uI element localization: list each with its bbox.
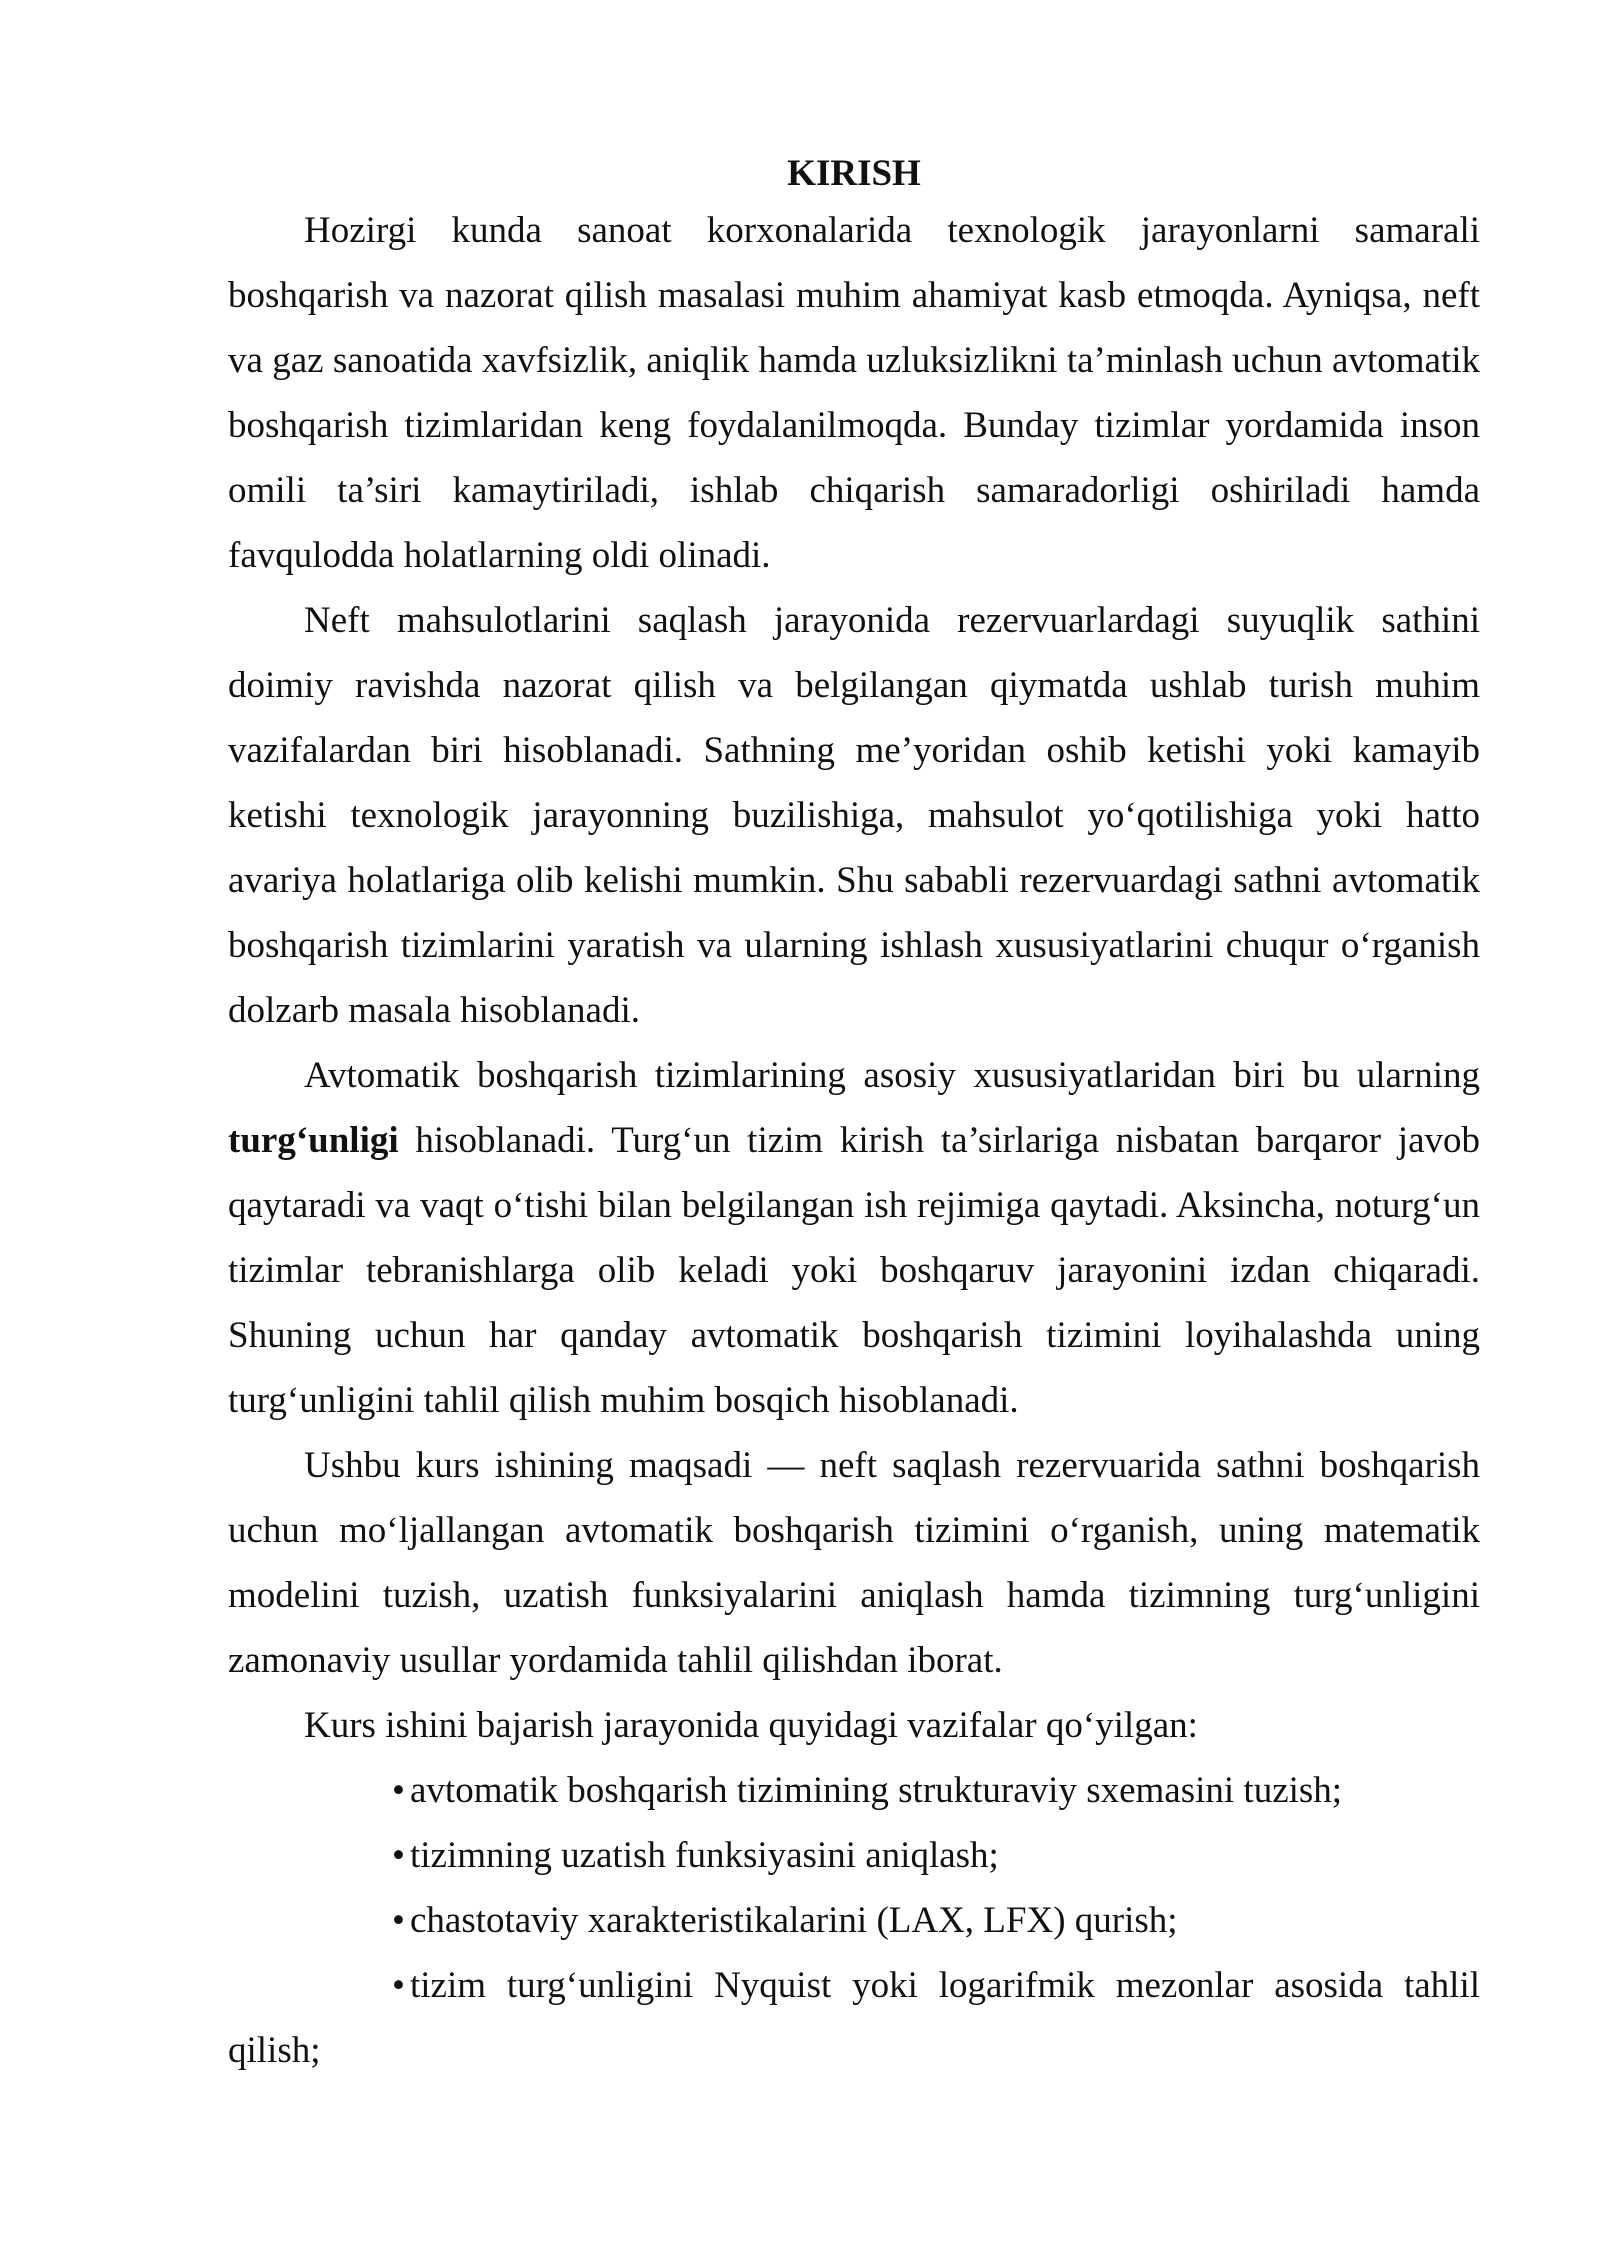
page-title: KIRISH [787, 153, 921, 194]
list-item [132, 1758, 1480, 1823]
list-item [132, 1823, 1480, 1888]
paragraph-stability-text-start: Avtomatik boshqarish tizimlarining asosiy xususiyatlaridan biri bu ularning [304, 1055, 1480, 1096]
paragraph-tasks-intro: Kurs ishini bajarish jarayonida quyidagi vazifalar qo‘yilgan: [304, 1705, 1198, 1746]
task-list [228, 1758, 1480, 2083]
bullet-icon: • [392, 1900, 405, 1941]
paragraph-stability-text-end: hisoblanadi. Turg‘un tizim kirish ta’sirlariga nisbatan barqaror javob qaytaradi va vaqt o‘tishi bilan belgilangan ish rejimiga qaytadi. Aksincha, noturg‘un tizimlar tebranishlarga olib keladi yoki boshqaruv jarayonini izdan chiqaradi. Shuning uchun har qanday avtomatik boshqarish tizimini loyihalashda uning turg‘unligini tahlil qilish muhim bosqich hisoblanadi. [228, 1120, 1480, 1421]
bullet-icon: • [392, 1770, 405, 1811]
list-item-text: avtomatik boshqarish tizimining strukturaviy sxemasini tuzish; [410, 1770, 1343, 1811]
bullet-icon: • [392, 1835, 405, 1876]
list-item-text: tizim turg‘unligini Nyquist yoki logarifmik mezonlar asosida tahlil qilish; [228, 1965, 1480, 2071]
paragraph-intro: Hozirgi kunda sanoat korxonalarida texnologik jarayonlarni samarali boshqarish va nazorat qilish masalasi muhim ahamiyat kasb etmoqda. Ayniqsa, neft va gaz sanoatida xavfsizlik, aniqlik hamda uzluksizlikni ta’minlash uchun avtomatik boshqarish tizimlaridan keng foydalanilmoqda. Bunday tizimlar yordamida inson omili ta’siri kamaytiriladi, ishlab chiqarish samaradorligi oshiriladi hamda favqulodda holatlarning oldi olinadi. [228, 210, 1480, 576]
bullet-icon: • [392, 1965, 405, 2006]
list-item-text: tizimning uzatish funksiyasini aniqlash; [410, 1835, 999, 1876]
list-item-text: chastotaviy xarakteristikalarini (LAX, LFX) qurish; [410, 1900, 1178, 1941]
paragraph-stability [228, 1043, 1480, 1433]
list-item [132, 1953, 1480, 2083]
bold-term-stability: turg‘unligi [228, 1120, 399, 1161]
paragraph-storage: Neft mahsulotlarini saqlash jarayonida rezervuarlardagi suyuqlik sathini doimiy ravishda nazorat qilish va belgilangan qiymatda ushlab turish muhim vazifalardan biri hisoblanadi. Sathning me’yoridan oshib ketishi yoki kamayib ketishi texnologik jarayonning buzilishiga, mahsulot yo‘qotilishiga yoki hatto avariya holatlariga olib kelishi mumkin. Shu sababli rezervuardagi sathni avtomatik boshqarish tizimlarini yaratish va ularning ishlash xususiyatlarini chuqur o‘rganish dolzarb masala hisoblanadi. [228, 600, 1480, 1031]
paragraph-goal: Ushbu kurs ishining maqsadi — neft saqlash rezervuarida sathni boshqarish uchun mo‘ljallangan avtomatik boshqarish tizimini o‘rganish, uning matematik modelini tuzish, uzatish funksiyalarini aniqlash hamda tizimning turg‘unligini zamonaviy usullar yordamida tahlil qilishdan iborat. [228, 1445, 1480, 1681]
list-item [132, 1888, 1480, 1953]
page-content [228, 150, 1480, 2083]
